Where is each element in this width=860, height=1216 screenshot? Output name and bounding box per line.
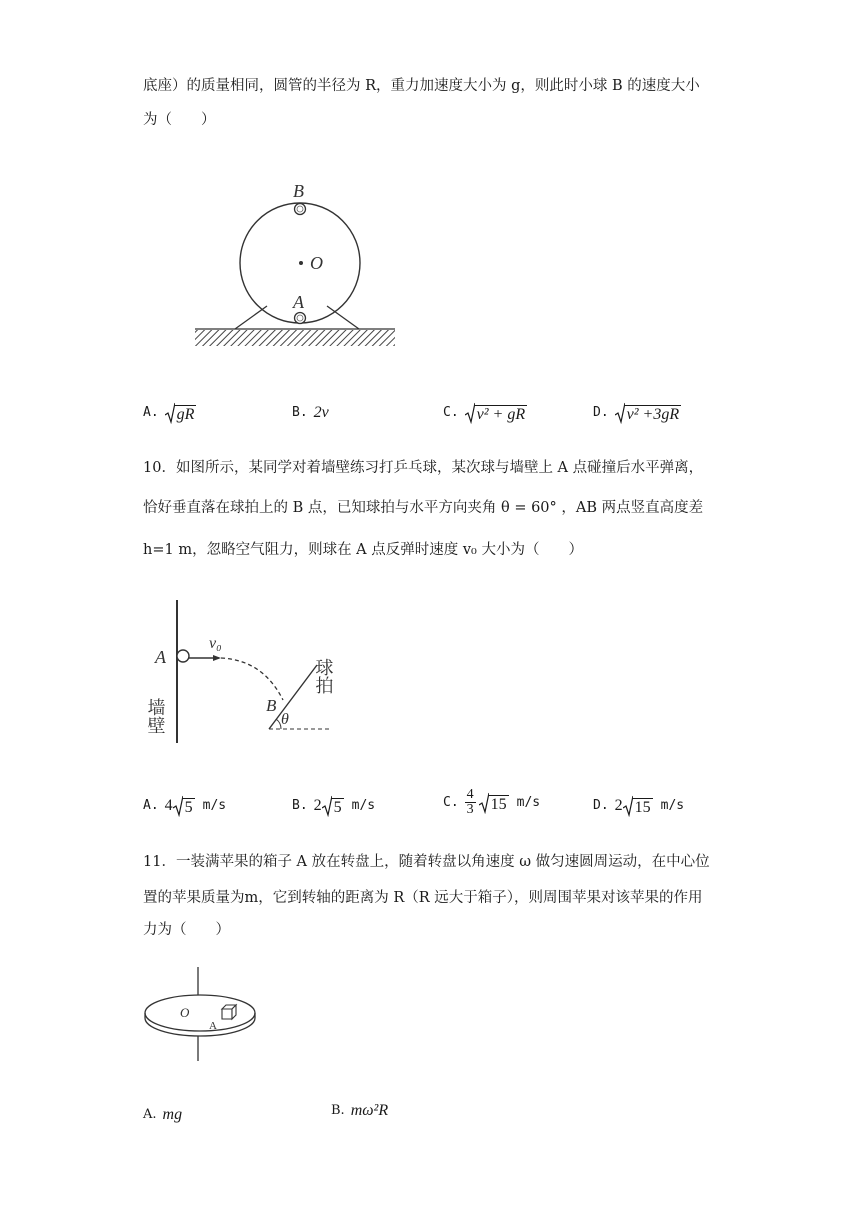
fraction: $\frac{4}{3}$ xyxy=(466,787,474,817)
right-support xyxy=(327,306,359,329)
label-v0: v₀ xyxy=(209,635,222,652)
q10-option-d: D. 2 15 m/s xyxy=(593,797,685,816)
ground-hatch xyxy=(195,330,395,346)
label-wall: 墙壁 xyxy=(145,698,166,734)
ball-b xyxy=(295,204,306,215)
sqrt-symbol: 15 xyxy=(479,792,509,814)
label-b: B xyxy=(293,181,304,201)
label-a: A xyxy=(209,1020,217,1032)
label-a: A xyxy=(155,647,166,667)
sqrt-symbol: 15 xyxy=(623,795,653,817)
q9-text-line-2: 为（ ） xyxy=(143,112,216,128)
v0-arrowhead xyxy=(213,655,221,661)
label-a: A xyxy=(293,292,304,312)
label-paddle: 球拍 xyxy=(312,658,334,694)
q9-option-b: B. 2v xyxy=(292,402,329,424)
q10-text-line-2: 恰好垂直落在球拍上的 B 点，已知球拍与水平方向夹角 θ = 60° ，AB 两点竖直高度差 xyxy=(143,500,704,516)
q11-option-b: B. mω²R xyxy=(331,1100,388,1122)
sqrt-symbol xyxy=(165,402,197,424)
q11-option-b-expr: mω²R xyxy=(350,1102,389,1119)
q9-figure-tube-diagram xyxy=(185,172,405,352)
q11-text-line-2: 置的苹果质量为m，它到转轴的距离为 R（R 远大于箱子），则周围苹果对该苹果的作用 xyxy=(143,890,703,906)
ball-a xyxy=(295,313,306,324)
q9-text-line-1: 底座）的质量相同，圆管的半径为 R，重力加速度大小为 g，则此时小球 B 的速度大小 xyxy=(143,78,700,94)
q9-option-d-expr: v² +3gR xyxy=(626,406,680,423)
label-b: B xyxy=(266,696,277,715)
q11-option-a: A. mg xyxy=(143,1104,182,1126)
sqrt-symbol xyxy=(615,402,681,424)
q11-text-line-3: 力为（ ） xyxy=(143,922,230,938)
q10-figure-wall-paddle xyxy=(145,598,360,748)
q9-option-b-expr: 2v xyxy=(313,404,329,421)
q9-option-d: D. v² +3gR xyxy=(593,402,681,424)
q9-option-a-expr: gR xyxy=(176,406,195,423)
q9-option-c-expr: v² + gR xyxy=(476,406,526,423)
turntable-top xyxy=(145,995,255,1031)
q11-text-line-1: 11．一装满苹果的箱子 A 放在转盘上，随着转盘以角速度 ω 做匀速圆周运动，在中心位 xyxy=(143,854,710,870)
label-o: O xyxy=(180,1005,190,1020)
q9-option-a: A. gR xyxy=(143,402,196,424)
label-o: O xyxy=(310,253,323,273)
q10-option-a: A. 4 5 m/s xyxy=(143,797,227,816)
box-a xyxy=(222,1005,236,1019)
q10-option-b: B. 2 5 m/s xyxy=(292,797,376,816)
q9-option-c: C. v² + gR xyxy=(443,402,527,424)
q11-figure-turntable xyxy=(140,965,270,1065)
label-theta: θ xyxy=(281,711,289,728)
center-dot xyxy=(299,261,303,265)
trajectory xyxy=(221,658,283,700)
q10-option-c: C. $\frac{4}{3}$ 15 m/s xyxy=(443,787,541,817)
q11-option-a-expr: mg xyxy=(162,1106,183,1123)
sqrt-symbol xyxy=(465,402,527,424)
sqrt-symbol: 5 xyxy=(322,795,344,817)
q10-text-line-1: 10．如图所示，某同学对着墙壁练习打乒乓球，某次球与墙壁上 A 点碰撞后水平弹离， xyxy=(143,460,704,476)
q10-text-line-3: h=1 m，忽略空气阻力，则球在 A 点反弹时速度 v₀ 大小为（ ） xyxy=(143,542,583,558)
sqrt-symbol: 5 xyxy=(173,795,195,817)
ball-a xyxy=(177,650,189,662)
